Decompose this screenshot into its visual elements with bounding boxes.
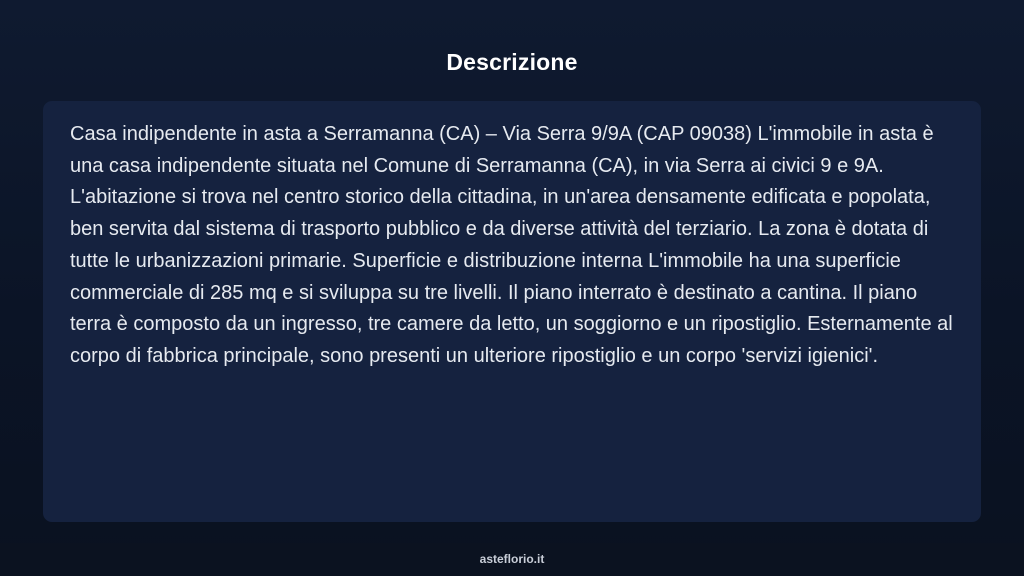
page-title: Descrizione xyxy=(446,49,578,75)
footer-site-label: asteflorio.it xyxy=(479,552,545,566)
description-card xyxy=(43,101,981,522)
description-text: Casa indipendente in asta a Serramanna (CA) – Via Serra 9/9A (CAP 09038) L'immobile in asta è una casa indipendente situata nel Comune di Serramanna (CA), in via Serra ai civici 9 e 9A. L'abitazione si trova nel centro storico della cittadina, in un'area densamente edificata e popolata, ben servita dal sistema di trasporto pubblico e da diverse attività del terziario. La zona è dotata di tutte le urbanizzazioni primarie. Superficie e distribuzione interna L'immobile ha una superficie commerciale di 285 mq e si sviluppa su tre livelli. Il piano interrato è destinato a cantina. Il piano terra è composto da un ingresso, tre camere da letto, un soggiorno e un ripostiglio. Esternamente al corpo di fabbrica principale, sono presenti un ulteriore ripostiglio e un corpo 'servizi igienici'. xyxy=(70,123,953,367)
